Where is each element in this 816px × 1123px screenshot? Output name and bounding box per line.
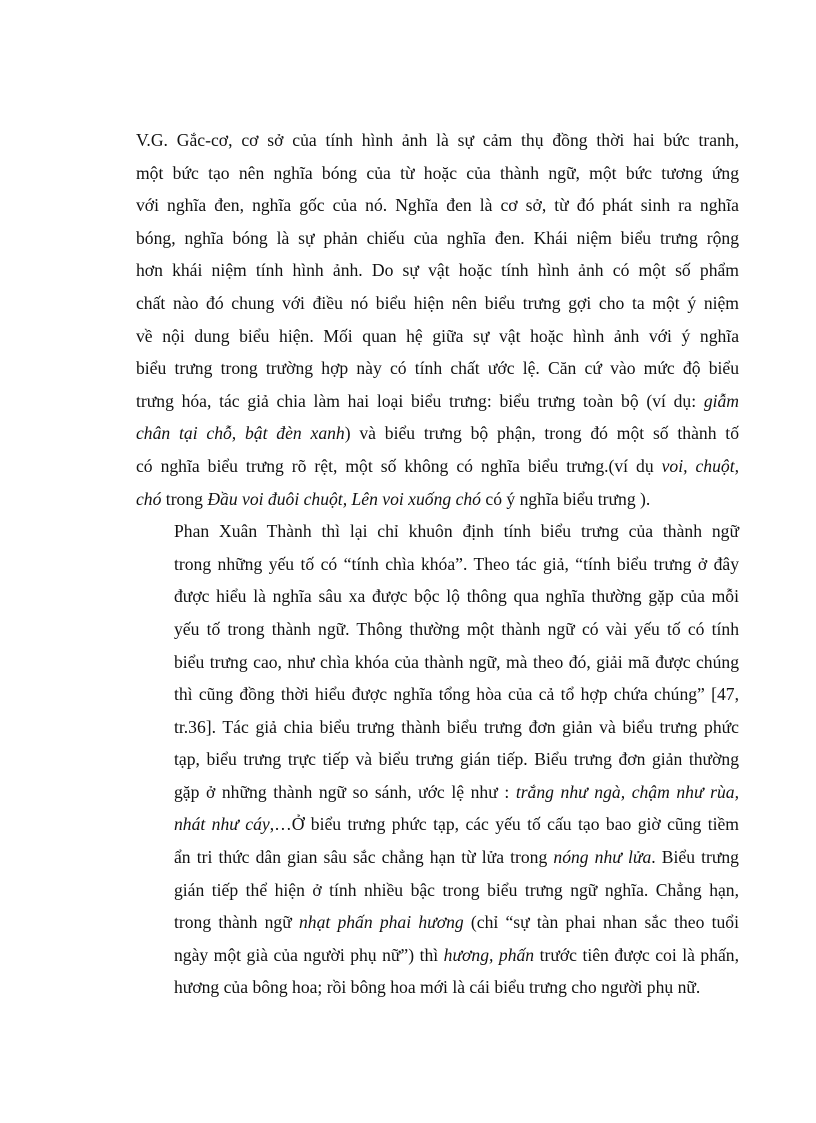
text-segment: tạp, biểu trưng trực tiếp và biểu trưng gián tiếp. Biểu trưng đơn giản thường: [174, 749, 739, 770]
text-segment: trưng hóa, tác giả chia làm hai loại biểu trưng: biểu trưng toàn bộ (ví dụ:: [136, 390, 704, 411]
text-segment: ) và biểu trưng bộ phận, trong đó một số thành tố: [344, 423, 739, 444]
text-segment: trong những yếu tố có “tính chìa khóa”. Theo tác giả, “tính biểu trưng ở đây: [174, 553, 739, 574]
paragraph-1: [136, 124, 739, 515]
italic-example-text: giẫm: [703, 390, 739, 411]
italic-example-text: trắng như ngà, chậm như rùa,: [515, 781, 740, 802]
text-line: [136, 646, 739, 679]
text-segment: ,…Ở biểu trưng phức tạp, các yếu tố cấu tạo bao giờ cũng tiềm: [269, 814, 739, 835]
italic-example-text: nóng như lửa: [553, 847, 652, 868]
text-segment: có nghĩa biểu trưng rõ rệt, một số không có nghĩa biểu trưng.(ví dụ: [136, 455, 662, 476]
text-segment: ẩn tri thức dân gian sâu sắc chẳng hạn từ lửa trong: [174, 847, 554, 868]
text-segment: (chỉ “sự tàn phai nhan sắc theo tuổi: [463, 912, 739, 933]
text-line: [136, 548, 739, 581]
text-line: [136, 385, 739, 418]
text-segment: biểu trưng cao, như chìa khóa của thành ngữ, mà theo đó, giải mã được chúng: [174, 651, 739, 672]
text-line: [136, 841, 739, 874]
italic-example-text: nhát như cáy: [174, 814, 270, 835]
text-line: [136, 678, 739, 711]
text-line: [136, 189, 739, 222]
text-segment: một bức tạo nên nghĩa bóng của từ hoặc của thành ngữ, một bức tương ứng: [136, 162, 739, 183]
text-segment: bóng, nghĩa bóng là sự phản chiếu của nghĩa đen. Khái niệm biểu trưng rộng: [136, 227, 739, 248]
text-line: [136, 580, 739, 613]
text-segment: Phan Xuân Thành thì lại chỉ khuôn định tính biểu trưng của thành ngữ: [174, 521, 739, 542]
text-line: [136, 808, 739, 841]
text-line: [136, 222, 739, 255]
text-segment: có ý nghĩa biểu trưng ).: [480, 488, 651, 509]
text-segment: hương của bông hoa; rồi bông hoa mới là cái biểu trưng cho người phụ nữ.: [174, 977, 701, 998]
text-line: [136, 483, 739, 516]
text-segment: biểu trưng trong trường hợp này có tính chất ước lệ. Căn cứ vào mức độ biểu: [136, 358, 739, 379]
text-segment: với nghĩa đen, nghĩa gốc của nó. Nghĩa đen là cơ sở, từ đó phát sinh ra nghĩa: [136, 195, 739, 216]
text-line: [136, 124, 739, 157]
text-segment: V.G. Gắc-cơ, cơ sở của tính hình ảnh là sự cảm thụ đồng thời hai bức tranh,: [136, 130, 739, 150]
text-segment: yếu tố trong thành ngữ. Thông thường một thành ngữ có vài yếu tố có tính: [174, 618, 739, 639]
text-segment: . Biểu trưng: [651, 847, 739, 868]
text-line: [136, 254, 739, 287]
text-line: [136, 287, 739, 320]
text-segment: tr.36]. Tác giả chia biểu trưng thành biểu trưng đơn giản và biểu trưng phức: [174, 716, 739, 737]
italic-example-text: chân tại chỗ, bật đèn xanh: [136, 423, 345, 444]
text-line: [136, 450, 739, 483]
italic-example-text: chó: [136, 488, 162, 509]
text-segment: gián tiếp thể hiện ở tính nhiều bậc trong biểu trưng ngữ nghĩa. Chẳng hạn,: [174, 879, 739, 900]
text-line: [136, 743, 739, 776]
text-line: [136, 320, 739, 353]
text-line: [136, 874, 739, 907]
text-line: [136, 515, 739, 548]
text-line: [136, 776, 739, 809]
text-segment: chất nào đó chung với điều nó biểu hiện nên biểu trưng gợi cho ta một ý niệm: [136, 292, 739, 313]
text-line: [136, 157, 739, 190]
paragraph-2: [136, 515, 739, 1004]
text-line: [136, 711, 739, 744]
italic-example-text: Đầu voi đuôi chuột, Lên voi xuống chó: [207, 488, 481, 509]
text-segment: được hiểu là nghĩa sâu xa được bộc lộ thông qua nghĩa thường gặp của mỗi: [174, 586, 739, 607]
text-segment: về nội dung biểu hiện. Mối quan hệ giữa sự vật hoặc hình ảnh với ý nghĩa: [136, 325, 739, 346]
text-segment: thì cũng đồng thời hiểu được nghĩa tổng hòa của cả tổ hợp chứa chúng” [47,: [174, 684, 739, 705]
text-segment: hơn khái niệm tính hình ảnh. Do sự vật hoặc tính hình ảnh có một số phẩm: [136, 260, 739, 281]
text-segment: trong: [161, 488, 208, 509]
italic-example-text: nhạt phấn phai hương: [298, 912, 464, 933]
text-segment: gặp ở những thành ngữ so sánh, ước lệ như :: [174, 781, 516, 802]
text-line: [136, 417, 739, 450]
italic-example-text: voi, chuột,: [661, 455, 739, 476]
text-segment: trước tiên được coi là phấn,: [534, 944, 740, 965]
text-line: [136, 613, 739, 646]
italic-example-text: hương, phấn: [443, 944, 535, 965]
text-segment: trong thành ngữ: [174, 912, 299, 933]
text-line: [136, 971, 739, 1004]
text-segment: ngày một già của người phụ nữ”) thì: [174, 944, 444, 965]
text-line: [136, 352, 739, 385]
text-line: [136, 939, 739, 972]
document-page: [136, 124, 739, 1004]
text-line: [136, 906, 739, 939]
